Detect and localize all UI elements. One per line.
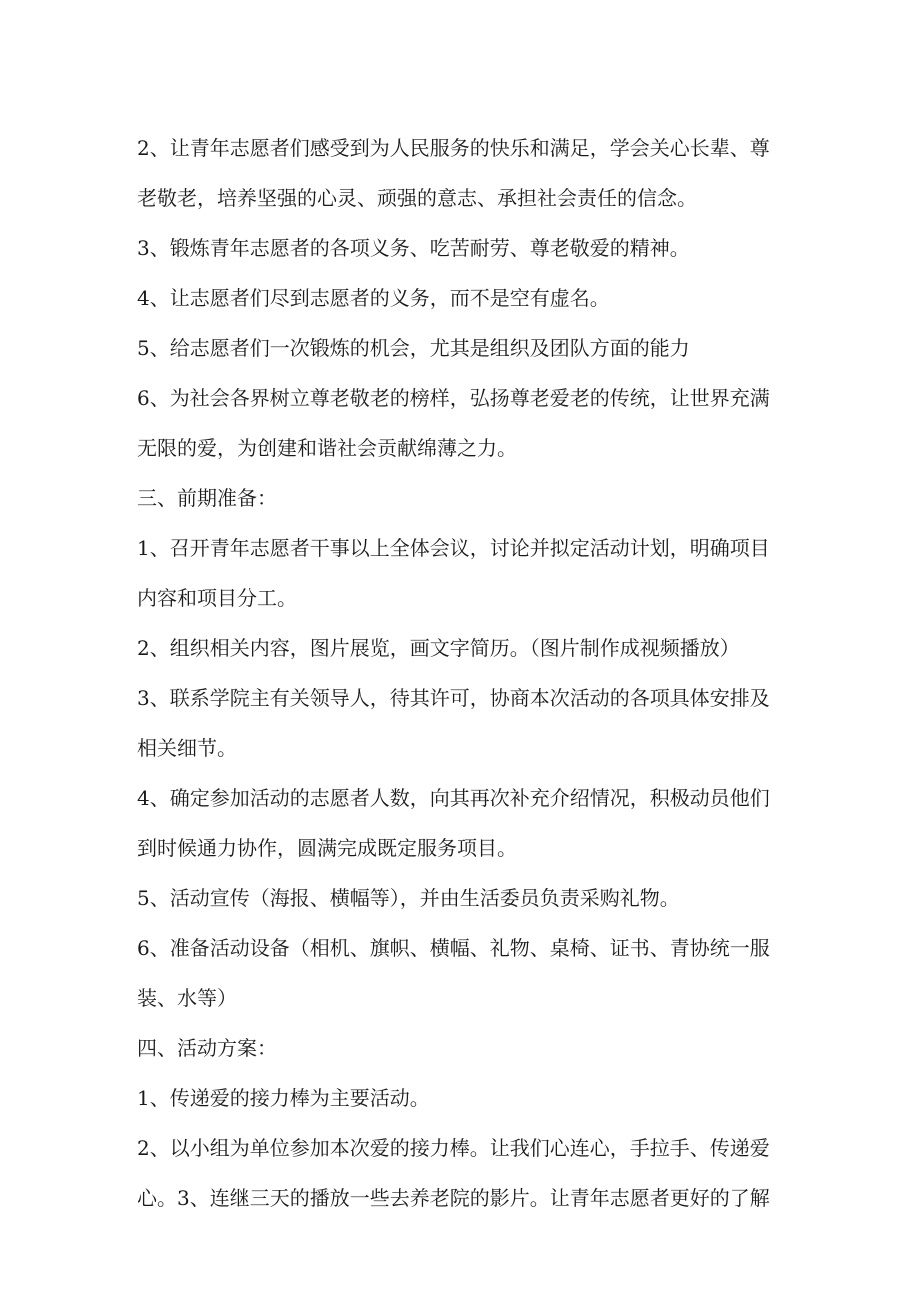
paragraph-prep-6: 6、准备活动设备（相机、旗帜、横幅、礼物、桌椅、证书、青协统一服装、水等） <box>137 936 770 1010</box>
document-body <box>137 123 777 1223</box>
paragraph-prep-3: 3、联系学院主有关领导人，待其许可，协商本次活动的各项具体安排及相关细节。 <box>137 686 770 760</box>
paragraph-plan-2: 2、以小组为单位参加本次爱的接力棒。让我们心连心，手拉手、传递爱心。3、连继三天的播放一些去养老院的影片。让青年志愿者更好的了解 <box>137 1136 770 1210</box>
paragraph-plan-1: 1、传递爱的接力棒为主要活动。 <box>137 1086 430 1110</box>
paragraph-prep-1: 1、召开青年志愿者干事以上全体会议，讨论并拟定活动计划，明确项目内容和项目分工。 <box>137 536 770 610</box>
paragraph-goal-6: 6、为社会各界树立尊老敬老的榜样，弘扬尊老爱老的传统，让世界充满无限的爱，为创建和谐社会贡献绵薄之力。 <box>137 386 770 460</box>
paragraph-prep-5: 5、活动宣传（海报、横幅等），并由生活委员负责采购礼物。 <box>137 886 680 910</box>
section-heading-plan: 四、活动方案： <box>137 1036 277 1060</box>
paragraph-prep-2: 2、组织相关内容，图片展览，画文字简历。（图片制作成视频播放） <box>137 636 740 660</box>
paragraph-goal-3: 3、锻炼青年志愿者的各项义务、吃苦耐劳、尊老敬爱的精神。 <box>137 236 690 260</box>
paragraph-goal-5: 5、给志愿者们一次锻炼的机会，尤其是组织及团队方面的能力 <box>137 336 690 360</box>
paragraph-prep-4: 4、确定参加活动的志愿者人数，向其再次补充介绍情况，积极动员他们到时候通力协作，圆满完成既定服务项目。 <box>137 786 770 860</box>
paragraph-goal-2: 2、让青年志愿者们感受到为人民服务的快乐和满足，学会关心长辈、尊老敬老，培养坚强的心灵、顽强的意志、承担社会责任的信念。 <box>137 136 770 210</box>
paragraph-goal-4: 4、让志愿者们尽到志愿者的义务，而不是空有虚名。 <box>137 286 610 310</box>
section-heading-preparation: 三、前期准备： <box>137 486 277 510</box>
